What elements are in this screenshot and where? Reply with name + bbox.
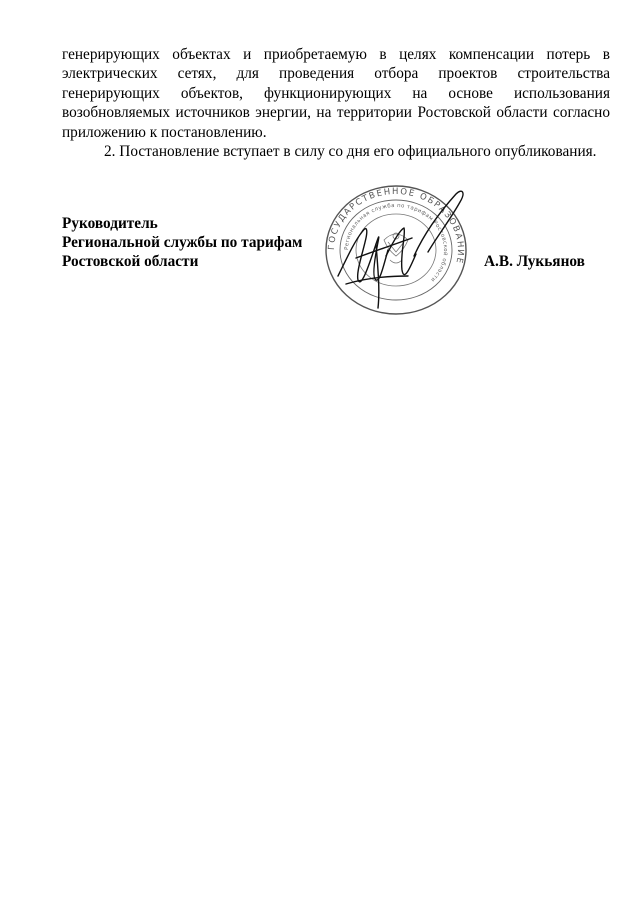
paragraph-continuation: генерирующих объектах и приобретаемую в целях компенсации потерь в электрических сетях, для проведения отбора проектов строительства генерирующих объектов, функционирующих на основе использования возобновляемых источников энергии, на территории Ростовской области согласно приложению к постановлению.: [62, 46, 610, 141]
seal-inner-text: Региональная служба по тарифам Ростовской области: [343, 202, 449, 283]
document-body: [62, 45, 610, 161]
signatory-name: А.В. Лукьянов: [484, 253, 585, 270]
signatory-title: [62, 214, 322, 271]
signatory-title-line-2: Региональной службы по тарифам: [62, 234, 303, 251]
seal-middle-ring: [340, 200, 452, 300]
paragraph-item-2: 2. Постановление вступает в силу со дня его официального опубликования.: [104, 143, 597, 161]
seal-inner-ring: [356, 214, 436, 286]
official-seal-with-signature: [316, 180, 476, 320]
seal-outer-text: ГОСУДАРСТВЕННОЕ ОБРАЗОВАНИЕ: [326, 186, 466, 266]
signatory-title-line-3: Ростовской области: [62, 253, 199, 270]
signatory-title-line-1: Руководитель: [62, 215, 158, 232]
